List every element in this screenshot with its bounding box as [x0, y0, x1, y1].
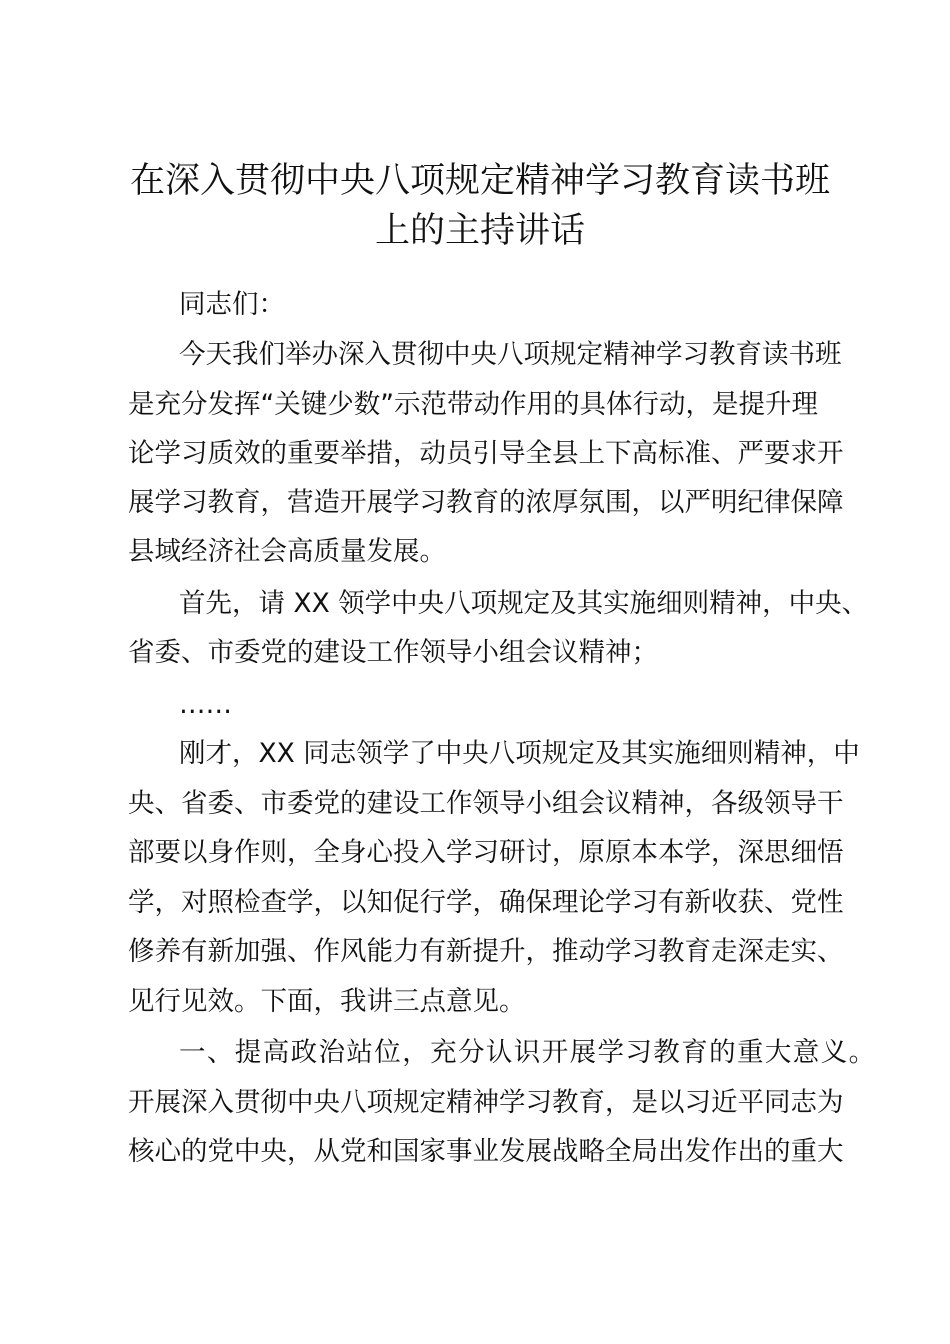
salutation: 同志们： — [179, 289, 285, 320]
body-line: 是充分发挥“关键少数”示范带动作用的具体行动，是提升理 — [128, 389, 818, 420]
body-line: 核心的党中央，从党和国家事业发展战略全局出发作出的重大 — [128, 1136, 844, 1167]
body-line: 今天我们举办深入贯彻中央八项规定精神学习教育读书班 — [179, 339, 842, 370]
body-line: 开展深入贯彻中央八项规定精神学习教育，是以习近平同志为 — [128, 1087, 844, 1118]
body-line: 论学习质效的重要举措，动员引导全县上下高标准、严要求开 — [128, 438, 844, 469]
body-line: 学，对照检查学，以知促行学，确保理论学习有新收获、党性 — [128, 887, 844, 918]
document-title-line-2: 上的主持讲话 — [374, 211, 585, 251]
body-line: 修养有新加强、作风能力有新提升，推动学习教育走深走实、 — [128, 936, 844, 967]
ellipsis-line: …… — [179, 689, 232, 720]
body-line: 展学习教育，营造开展学习教育的浓厚氛围，以严明纪律保障 — [128, 487, 844, 518]
document-title-line-1: 在深入贯彻中央八项规定精神学习教育读书班 — [129, 161, 830, 201]
body-line: 县域经济社会高质量发展。 — [128, 536, 446, 567]
body-line: 央、省委、市委党的建设工作领导小组会议精神，各级领导干 — [128, 788, 844, 819]
body-line: 部要以身作则，全身心投入学习研讨，原原本本学，深思细悟 — [128, 837, 844, 868]
section-heading: 一、提高政治站位，充分认识开展学习教育的重大意义。 — [179, 1037, 877, 1068]
body-line: 刚才，XX 同志领学了中央八项规定及其实施细则精神，中 — [179, 738, 860, 769]
body-line: 省委、市委党的建设工作领导小组会议精神； — [128, 637, 658, 668]
body-line: 首先，请 XX 领学中央八项规定及其实施细则精神，中央、 — [179, 588, 869, 619]
body-line: 见行见效。下面，我讲三点意见。 — [128, 986, 526, 1017]
